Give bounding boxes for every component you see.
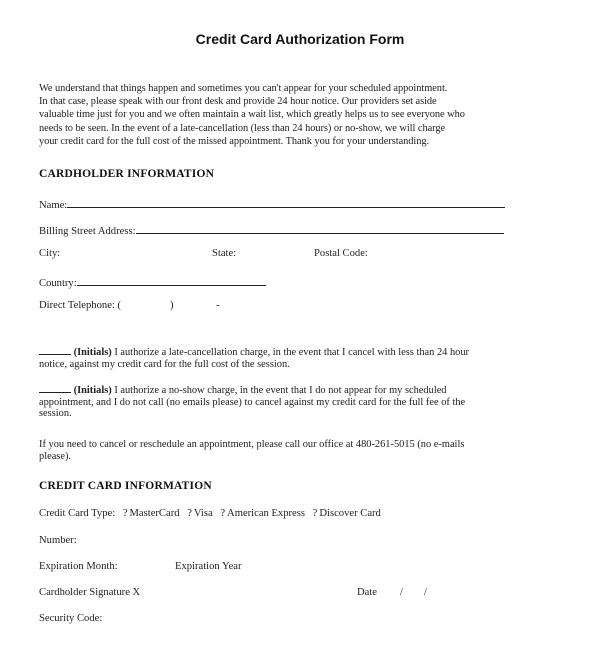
intro-line: In that case, please speak with our front desk and provide 24 hour notice. Our providers set aside: [39, 96, 437, 108]
date-separator: /: [424, 587, 427, 598]
name-label: Name:: [39, 200, 68, 211]
initials-label: (Initials): [73, 347, 112, 358]
late-cancel-text: I authorize a late-cancellation charge, in the event that I cancel with less than 24 hour: [111, 347, 469, 358]
intro-paragraph: [39, 82, 539, 148]
cardholder-heading: CARDHOLDER INFORMATION: [39, 168, 215, 180]
country-field[interactable]: [77, 274, 266, 286]
name-field[interactable]: [67, 196, 505, 208]
date-separator: /: [400, 587, 403, 598]
expiration-month-label[interactable]: Expiration Month:: [39, 561, 118, 572]
date-label[interactable]: Date: [357, 587, 377, 598]
late-cancel-initials-field[interactable]: [39, 344, 71, 355]
card-option-amex: American Express: [227, 508, 305, 519]
billing-label: Billing Street Address:: [39, 226, 136, 237]
postal-code-label[interactable]: Postal Code:: [314, 248, 368, 259]
intro-line: We understand that things happen and sometimes you can't appear for your scheduled appointment.: [39, 83, 448, 94]
card-option-visa: Visa: [193, 508, 213, 519]
no-show-authorization: [39, 382, 539, 420]
signature-label[interactable]: Cardholder Signature X: [39, 587, 141, 598]
card-option-checkbox[interactable]: ?: [312, 508, 318, 519]
name-row: [39, 196, 505, 211]
phone-dash: -: [216, 300, 220, 311]
country-label: Country:: [39, 278, 77, 289]
card-heading: CREDIT CARD INFORMATION: [39, 480, 212, 492]
billing-row: [39, 222, 504, 237]
card-number-label[interactable]: Number:: [39, 535, 77, 546]
card-type-row: [39, 508, 381, 519]
card-type-label: Credit Card Type:: [39, 508, 116, 519]
no-show-initials-field[interactable]: [39, 382, 71, 393]
no-show-text: session.: [39, 408, 72, 419]
no-show-text: appointment, and I do not call (no emails please) to cancel against my credit card for the full fee of the: [39, 396, 466, 408]
cancel-note: [39, 439, 539, 462]
card-option-mastercard: MasterCard: [129, 508, 180, 519]
card-option-checkbox[interactable]: ?: [220, 508, 226, 519]
phone-label[interactable]: Direct Telephone: (: [39, 300, 122, 311]
cancel-note-line: If you need to cancel or reschedule an appointment, please call our office at 480-261-5015 (no e-mails: [39, 439, 465, 450]
intro-line: needs to be seen. In the event of a late-cancellation (less than 24 hours) or no-show, we will charge: [39, 122, 446, 134]
expiration-year-label[interactable]: Expiration Year: [175, 561, 242, 572]
late-cancel-text: notice, against my credit card for the full cost of the session.: [39, 358, 290, 370]
no-show-text: I authorize a no-show charge, in the event that I do not appear for my scheduled: [111, 385, 447, 396]
phone-close-paren: ): [170, 300, 174, 311]
security-code-label[interactable]: Security Code:: [39, 613, 103, 624]
card-option-checkbox[interactable]: ?: [122, 508, 128, 519]
initials-label: (Initials): [73, 385, 112, 396]
card-option-discover: Discover Card: [319, 508, 381, 519]
country-row: [39, 274, 266, 289]
card-option-checkbox[interactable]: ?: [187, 508, 192, 519]
intro-line: your credit card for the full cost of the missed appointment. Thank you for your understanding.: [39, 135, 430, 147]
late-cancel-authorization: [39, 344, 539, 370]
state-label[interactable]: State:: [212, 248, 237, 259]
intro-line: valuable time just for you and we often maintain a wait list, which greatly helps us to see everyone who: [39, 109, 465, 121]
city-label[interactable]: City:: [39, 248, 61, 259]
billing-address-field[interactable]: [136, 222, 504, 234]
form-title: Credit Card Authorization Form: [195, 31, 405, 47]
cancel-note-line: please).: [39, 450, 72, 462]
